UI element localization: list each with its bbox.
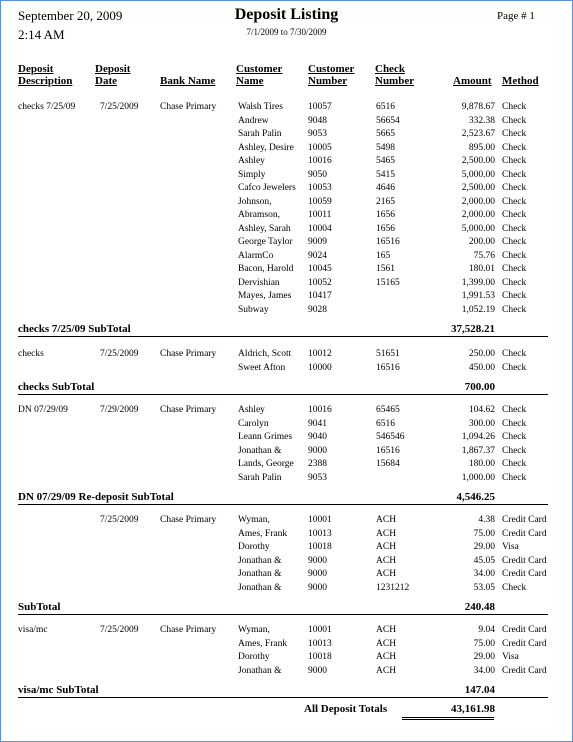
table-row — [0, 528, 573, 541]
payment-method: Check — [502, 291, 527, 301]
customer-number: 9053 — [308, 129, 327, 139]
customer-number: 10057 — [308, 102, 332, 112]
customer-number: 10016 — [308, 156, 332, 166]
customer-name: Jonathan & — [238, 555, 282, 566]
payment-method: Credit Card — [502, 528, 547, 539]
amount: 2,500.00 — [461, 183, 495, 193]
payment-method: Check — [502, 169, 527, 180]
customer-name: Jonathan & — [238, 665, 282, 676]
customer-name: Wyman, — [238, 625, 270, 635]
amount: 34.00 — [473, 569, 495, 579]
amount: 300.00 — [468, 418, 495, 429]
check-number: 165 — [376, 250, 391, 261]
subtotal-label: checks 7/25/09 SubTotal — [18, 323, 131, 335]
table-row — [0, 555, 573, 568]
check-number: 4646 — [376, 183, 395, 193]
table-row — [0, 582, 573, 595]
bank-name: Chase Primary — [160, 515, 217, 525]
table-row — [0, 458, 573, 471]
payment-method: Credit Card — [502, 625, 547, 635]
customer-number: 10417 — [308, 291, 332, 301]
amount: 1,000.00 — [461, 472, 495, 483]
payment-method: Check — [502, 156, 527, 166]
customer-number: 10053 — [308, 183, 332, 193]
subtotal-label: visa/mc SubTotal — [18, 684, 99, 696]
deposit-date: 7/25/2009 — [100, 515, 139, 525]
subtotal-row — [0, 381, 573, 395]
table-row — [0, 115, 573, 128]
amount: 2,000.00 — [461, 196, 495, 207]
customer-number: 9000 — [308, 445, 327, 456]
customer-number: 10052 — [308, 277, 332, 288]
customer-name: Cafco Jewelers — [238, 183, 296, 193]
amount: 5,000.00 — [461, 169, 495, 180]
table-row — [0, 568, 573, 581]
payment-method: Check — [502, 196, 527, 207]
payment-method: Check — [502, 349, 527, 359]
check-number: 546546 — [376, 432, 405, 442]
check-number: 56654 — [376, 115, 400, 126]
amount: 450.00 — [468, 362, 495, 373]
payment-method: Check — [502, 445, 527, 456]
customer-name: Johnson, — [238, 196, 272, 207]
customer-name: Ashley, Sarah — [238, 223, 291, 234]
amount: 2,500.00 — [461, 156, 495, 166]
table-row — [0, 472, 573, 485]
check-number: ACH — [376, 542, 397, 552]
customer-number: 9050 — [308, 169, 327, 180]
subtotal-label: SubTotal — [18, 601, 61, 613]
payment-method: Check — [502, 472, 527, 483]
customer-name: Ashley — [238, 405, 265, 415]
customer-number: 9053 — [308, 472, 327, 483]
payment-method: Check — [502, 432, 527, 442]
customer-name: Andrew — [238, 115, 269, 126]
customer-name: Dorothy — [238, 652, 270, 662]
amount: 45.05 — [473, 555, 495, 566]
customer-name: Ames, Frank — [238, 638, 288, 649]
customer-name: Wyman, — [238, 515, 270, 525]
report-date-range: 7/1/2009 to 7/30/2009 — [246, 27, 327, 37]
subtotal-label: DN 07/29/09 Re-deposit SubTotal — [18, 491, 174, 503]
payment-method: Check — [502, 362, 527, 373]
table-row — [0, 290, 573, 303]
amount: 1,399.00 — [461, 277, 495, 288]
customer-name: Subway — [238, 304, 269, 315]
table-row — [0, 418, 573, 431]
table-row — [0, 250, 573, 263]
table-row — [0, 277, 573, 290]
amount: 29.00 — [473, 542, 495, 552]
subtotal-rule — [18, 504, 548, 505]
table-row — [0, 665, 573, 678]
payment-method: Credit Card — [502, 555, 547, 566]
payment-method: Check — [502, 183, 527, 193]
payment-method: Check — [502, 264, 527, 274]
customer-name: George Taylor — [238, 237, 293, 247]
amount: 5,000.00 — [461, 223, 495, 234]
check-number: 5665 — [376, 129, 395, 139]
customer-name: Dervishian — [238, 277, 280, 288]
bank-name: Chase Primary — [160, 102, 217, 112]
subtotal-rule — [18, 614, 548, 615]
check-number: 15684 — [376, 459, 400, 469]
table-row — [0, 209, 573, 222]
amount: 9,878.67 — [461, 102, 495, 112]
payment-method: Visa — [502, 542, 519, 552]
table-row — [0, 223, 573, 236]
customer-number: 10000 — [308, 362, 332, 373]
check-number: 65465 — [376, 405, 400, 415]
subtotal-row — [0, 601, 573, 615]
deposit-description: checks 7/25/09 — [18, 102, 76, 112]
customer-name: Walsh Tires — [238, 102, 283, 112]
table-row — [0, 182, 573, 195]
payment-method: Credit Card — [502, 665, 547, 676]
check-number: 16516 — [376, 362, 400, 373]
customer-name: Bacon, Harold — [238, 264, 294, 274]
report-time: 2:14 AM — [18, 27, 65, 42]
subtotal-value: 37,528.21 — [451, 323, 495, 335]
amount: 104.62 — [468, 405, 495, 415]
payment-method: Check — [502, 582, 527, 593]
payment-method: Credit Card — [502, 638, 547, 649]
customer-name: Sarah Palin — [238, 129, 282, 139]
customer-number: 2388 — [308, 459, 327, 469]
amount: 75.00 — [473, 528, 495, 539]
customer-number: 9000 — [308, 555, 327, 566]
table-row — [0, 362, 573, 375]
amount: 180.01 — [468, 264, 495, 274]
check-number: ACH — [376, 638, 397, 649]
customer-number: 10018 — [308, 652, 332, 662]
payment-method: Check — [502, 237, 527, 247]
customer-name: Carolyn — [238, 418, 269, 429]
amount: 2,523.67 — [461, 129, 495, 139]
payment-method: Check — [502, 210, 527, 220]
customer-number: 10011 — [308, 210, 332, 220]
customer-number: 10045 — [308, 264, 332, 274]
column-header-deposit-date: Deposit Date — [95, 63, 131, 87]
payment-method: Check — [502, 142, 527, 153]
column-header-customer-number: Customer Number — [308, 63, 355, 87]
check-number: ACH — [376, 555, 397, 566]
amount: 180.00 — [468, 459, 495, 469]
customer-number: 9048 — [308, 115, 327, 126]
customer-name: Jonathan & — [238, 582, 282, 593]
table-row — [0, 101, 573, 114]
customer-name: Sweet Afton — [238, 362, 286, 373]
subtotal-row — [0, 684, 573, 698]
check-number: 1231212 — [376, 582, 410, 593]
check-number: 1656 — [376, 223, 395, 234]
payment-method: Visa — [502, 652, 519, 662]
grand-total-label: All Deposit Totals — [304, 703, 388, 715]
customer-name: Aldrich, Scott — [238, 349, 292, 359]
amount: 1,052.19 — [461, 304, 495, 315]
customer-number: 9000 — [308, 665, 327, 676]
amount: 29.00 — [473, 652, 495, 662]
customer-name: Abramson, — [238, 210, 280, 220]
subtotal-rule — [18, 697, 548, 698]
deposit-description: DN 07/29/09 — [18, 405, 68, 415]
check-number: ACH — [376, 569, 397, 579]
subtotal-rule — [18, 394, 548, 395]
payment-method: Check — [502, 304, 527, 315]
amount: 53.05 — [473, 582, 495, 593]
customer-number: 10012 — [308, 349, 332, 359]
customer-number: 9009 — [308, 237, 327, 247]
table-row — [0, 638, 573, 651]
amount: 9.04 — [478, 625, 495, 635]
customer-number: 10059 — [308, 196, 332, 207]
check-number: 6516 — [376, 418, 395, 429]
subtotal-value: 147.04 — [464, 684, 495, 696]
amount: 34.00 — [473, 665, 495, 676]
grand-total-double-rule — [402, 717, 494, 718]
customer-number: 9000 — [308, 569, 327, 579]
check-number: ACH — [376, 652, 397, 662]
customer-number: 10018 — [308, 542, 332, 552]
grand-total-value: 43,161.98 — [451, 703, 495, 715]
customer-number: 10004 — [308, 223, 332, 234]
customer-name: Dorothy — [238, 542, 270, 552]
payment-method: Check — [502, 115, 527, 126]
table-row — [0, 651, 573, 664]
table-row — [0, 624, 573, 637]
customer-name: Lands, George — [238, 459, 294, 469]
payment-method: Check — [502, 250, 527, 261]
table-row — [0, 514, 573, 527]
customer-number: 10013 — [308, 638, 332, 649]
payment-method: Check — [502, 129, 527, 139]
check-number: ACH — [376, 528, 397, 539]
amount: 1,094.26 — [461, 432, 495, 442]
customer-name: Jonathan & — [238, 445, 282, 456]
deposit-date: 7/29/2009 — [100, 405, 139, 415]
subtotal-value: 4,546.25 — [456, 491, 495, 503]
report-date: September 20, 2009 — [18, 8, 123, 23]
bank-name: Chase Primary — [160, 625, 217, 635]
payment-method: Check — [502, 405, 527, 415]
report-title: Deposit Listing — [234, 6, 339, 23]
check-number: 16516 — [376, 237, 400, 247]
column-header-method: Method — [502, 75, 539, 87]
payment-method: Check — [502, 223, 527, 234]
subtotal-value: 700.00 — [464, 381, 495, 393]
amount: 4.38 — [478, 515, 495, 525]
customer-number: 9024 — [308, 250, 327, 261]
customer-name: Sarah Palin — [238, 472, 282, 483]
check-number: 16516 — [376, 445, 400, 456]
subtotal-row — [0, 491, 573, 505]
table-row — [0, 196, 573, 209]
page-number: Page # 1 — [497, 10, 535, 22]
customer-name: Ames, Frank — [238, 528, 288, 539]
amount: 75.00 — [473, 638, 495, 649]
subtotal-value: 240.48 — [464, 601, 495, 613]
table-row — [0, 404, 573, 417]
deposit-date: 7/25/2009 — [100, 102, 139, 112]
table-row — [0, 155, 573, 168]
deposit-date: 7/25/2009 — [100, 349, 139, 359]
subtotal-rule — [18, 336, 548, 337]
customer-number: 10005 — [308, 142, 332, 153]
customer-number: 9041 — [308, 418, 327, 429]
customer-name: Mayes, James — [238, 291, 292, 301]
customer-name: Ashley, Desire — [238, 142, 294, 153]
check-number: ACH — [376, 665, 397, 676]
table-row — [0, 236, 573, 249]
customer-number: 10001 — [308, 515, 332, 525]
column-header-check-number: Check Number — [375, 63, 415, 87]
check-number: 15165 — [376, 277, 400, 288]
bank-name: Chase Primary — [160, 349, 217, 359]
table-row — [0, 431, 573, 444]
deposit-date: 7/25/2009 — [100, 625, 139, 635]
check-number: 1561 — [376, 264, 395, 274]
table-row — [0, 142, 573, 155]
table-row — [0, 128, 573, 141]
customer-name: Simply — [238, 169, 266, 180]
payment-method: Credit Card — [502, 569, 547, 579]
check-number: 5415 — [376, 169, 395, 180]
customer-name: Jonathan & — [238, 569, 282, 579]
amount: 250.00 — [468, 349, 495, 359]
column-header-customer-name: Customer Name — [236, 63, 283, 87]
amount: 1,867.37 — [461, 445, 495, 456]
payment-method: Credit Card — [502, 515, 547, 525]
check-number: 6516 — [376, 102, 395, 112]
check-number: 5465 — [376, 156, 395, 166]
check-number: 51651 — [376, 349, 400, 359]
check-number: 5498 — [376, 142, 395, 153]
payment-method: Check — [502, 459, 527, 469]
column-header-bank-name: Bank Name — [160, 75, 216, 87]
customer-number: 9040 — [308, 432, 327, 442]
customer-number: 10016 — [308, 405, 332, 415]
subtotal-label: checks SubTotal — [18, 381, 95, 393]
table-row — [0, 304, 573, 317]
deposit-description: visa/mc — [18, 625, 48, 635]
check-number: ACH — [376, 625, 397, 635]
table-row — [0, 263, 573, 276]
column-header-deposit-description: Deposit Description — [18, 63, 73, 87]
amount: 1,991.53 — [461, 291, 495, 301]
payment-method: Check — [502, 418, 527, 429]
amount: 75.76 — [473, 250, 495, 261]
customer-number: 9028 — [308, 304, 327, 315]
deposit-description: checks — [18, 349, 44, 359]
table-row — [0, 445, 573, 458]
customer-name: AlarmCo — [238, 250, 274, 261]
column-header-amount: Amount — [453, 75, 492, 87]
check-number: ACH — [376, 515, 397, 525]
check-number: 1656 — [376, 210, 395, 220]
bank-name: Chase Primary — [160, 405, 217, 415]
amount: 200.00 — [468, 237, 495, 247]
subtotal-row — [0, 323, 573, 337]
customer-name: Ashley — [238, 156, 265, 166]
table-row — [0, 348, 573, 361]
check-number: 2165 — [376, 196, 395, 207]
table-row — [0, 169, 573, 182]
amount: 895.00 — [468, 142, 495, 153]
customer-number: 10001 — [308, 625, 332, 635]
amount: 2,000.00 — [461, 210, 495, 220]
payment-method: Check — [502, 102, 527, 112]
customer-name: Leann Grimes — [238, 432, 293, 442]
table-row — [0, 541, 573, 554]
customer-number: 9000 — [308, 582, 327, 593]
customer-number: 10013 — [308, 528, 332, 539]
payment-method: Check — [502, 277, 527, 288]
amount: 332.38 — [468, 115, 495, 126]
